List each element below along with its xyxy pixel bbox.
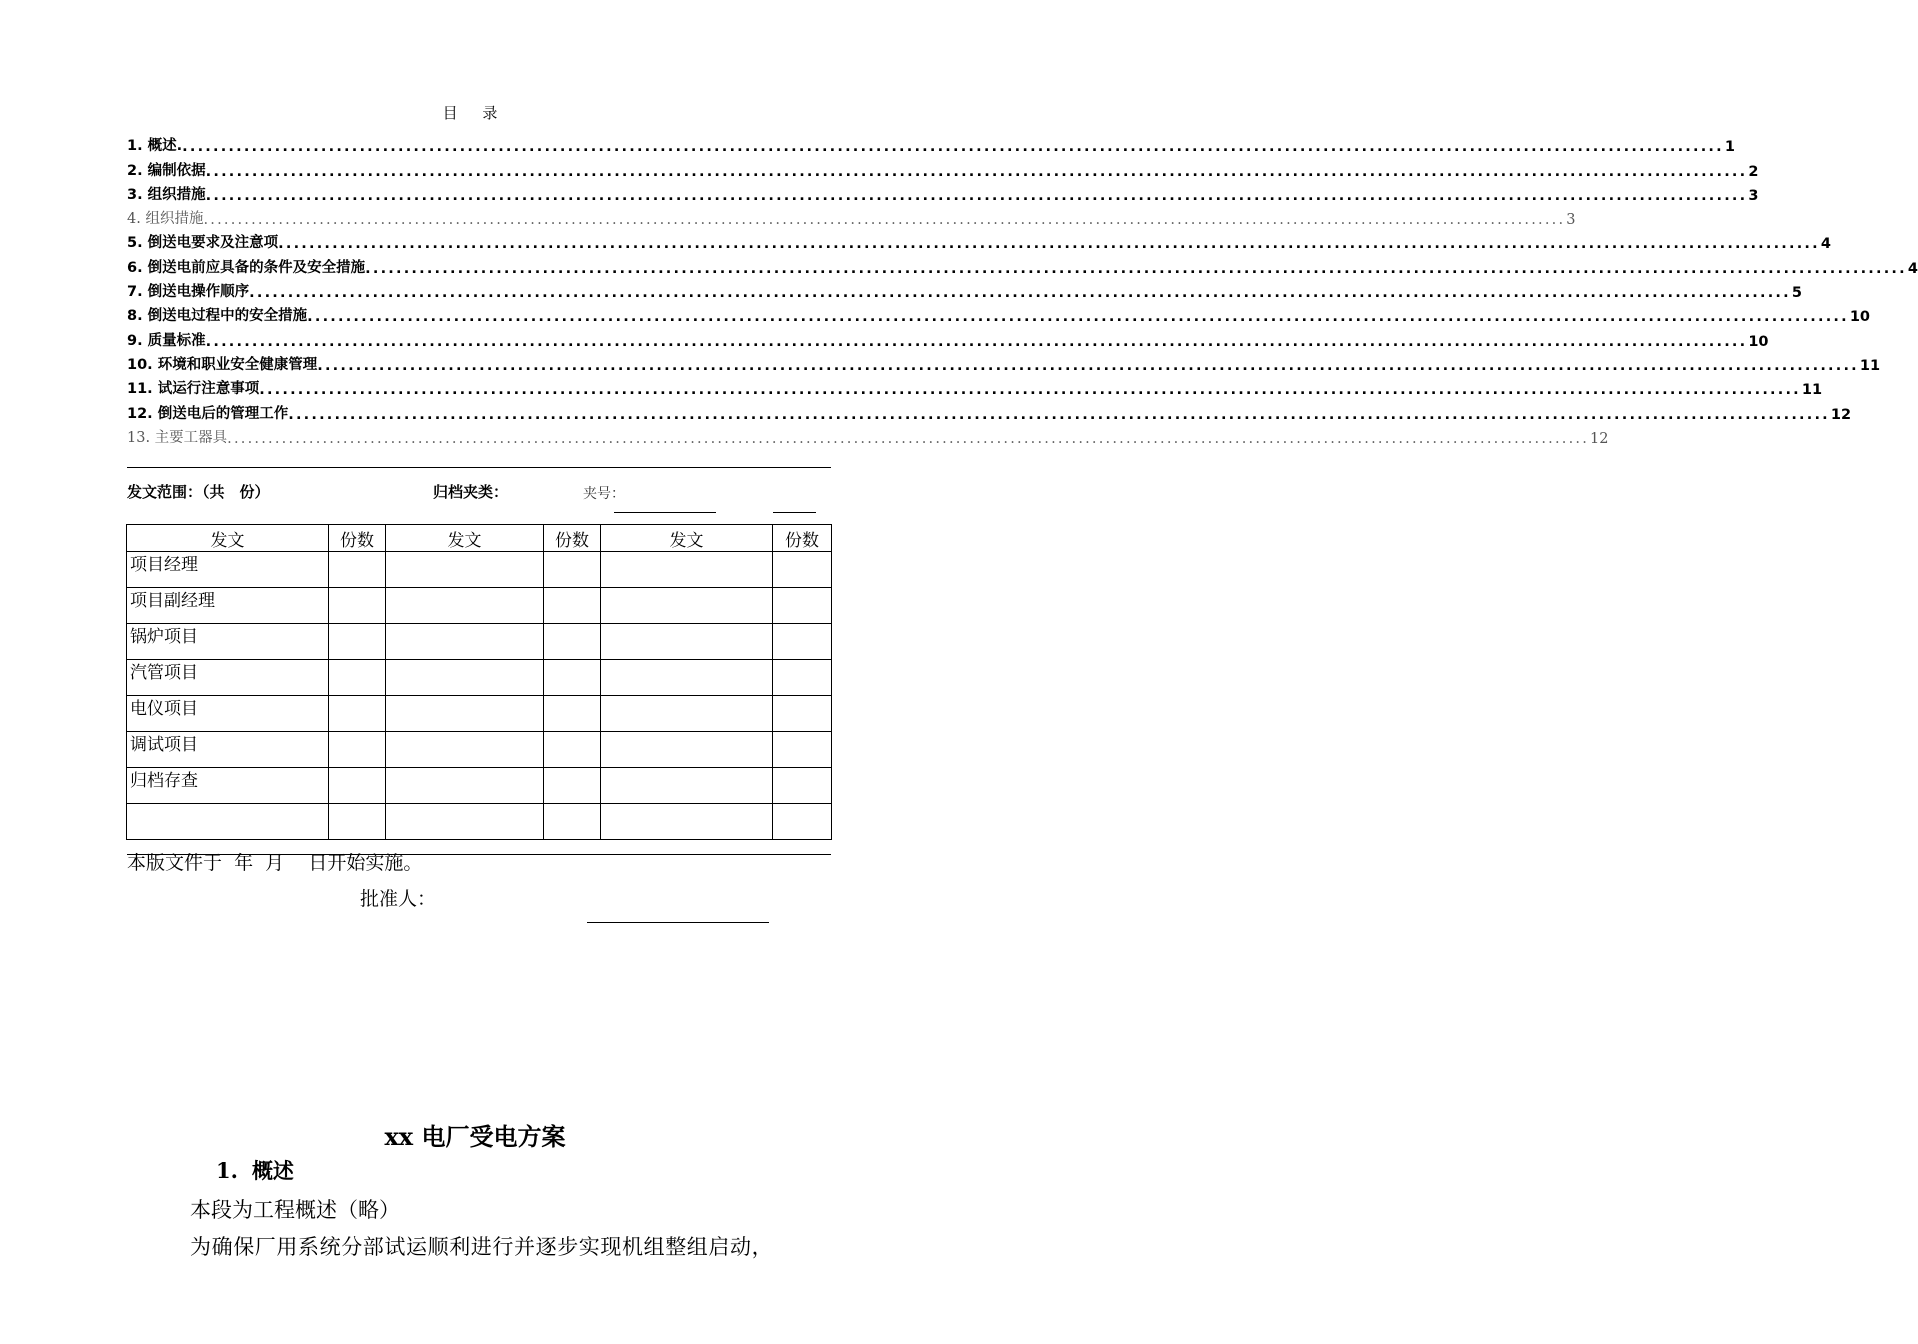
toc-leader-dots: ........................................................................................................................................................................................................: [182, 139, 1724, 156]
table-cell: [601, 660, 773, 696]
table-cell: [773, 696, 832, 732]
toc-entry[interactable]: [127, 204, 1576, 229]
recipient-cell: 电仪项目: [127, 696, 329, 732]
toc-leader-dots: ........................................................................................................................................................................................................: [205, 163, 1748, 180]
toc-entry[interactable]: [127, 228, 1831, 253]
table-cell: [329, 732, 386, 768]
table-cell: [386, 660, 544, 696]
table-row: [127, 588, 832, 624]
toc-entry-page: 10: [1748, 333, 1769, 350]
table-row: [127, 804, 832, 840]
table-cell: [601, 732, 773, 768]
toc-entry-page: 5: [1791, 285, 1802, 302]
toc-entry[interactable]: [127, 277, 1802, 302]
toc-leader-dots: ........................................................................................................................................................................................................: [203, 212, 1566, 229]
toc-entry-label: 11. 试运行注意事项: [127, 381, 260, 398]
folder-number-label: 夹号：: [583, 486, 625, 502]
header-copies-1: 份数: [329, 525, 386, 552]
toc-entry-label: 13. 主要工器具: [127, 429, 228, 446]
toc-entry[interactable]: [127, 325, 1769, 350]
table-cell: [773, 768, 832, 804]
table-row: [127, 660, 832, 696]
recipient-cell: 项目经理: [127, 552, 329, 588]
header-copies-3: 份数: [773, 525, 832, 552]
distribution-table-header: [127, 525, 832, 552]
distribution-scope-label: 发文范围：（共 份）: [127, 483, 270, 501]
table-cell: [601, 588, 773, 624]
header-recipient-3: 发文: [601, 525, 773, 552]
table-row: [127, 732, 832, 768]
toc-entry[interactable]: [127, 301, 1871, 326]
table-row: [127, 768, 832, 804]
table-cell: [329, 660, 386, 696]
table-cell: [386, 696, 544, 732]
table-cell: [386, 732, 544, 768]
toc-leader-dots: ........................................................................................................................................................................................................: [365, 260, 1907, 277]
purpose-paragraph: 为确保厂用系统分部试运顺利进行并逐步实现机组整组启动，: [190, 1235, 774, 1259]
toc-entry-label: 10. 环境和职业安全健康管理: [127, 356, 318, 373]
distribution-header: [127, 481, 831, 505]
toc-entry-page: 12: [1830, 406, 1852, 423]
toc-entry-page: 3: [1566, 212, 1576, 229]
table-cell: [601, 624, 773, 660]
table-cell: [386, 624, 544, 660]
table-cell: [544, 624, 601, 660]
toc-leader-dots: ........................................................................................................................................................................................................: [278, 236, 1820, 253]
table-cell: [329, 624, 386, 660]
table-cell: [386, 804, 544, 840]
toc-entry-label: 7. 倒送电操作顺序: [127, 284, 250, 301]
section-number: 1.: [216, 1158, 238, 1183]
toc-entry[interactable]: [127, 180, 1759, 204]
toc-leader-dots: ........................................................................................................................................................................................................: [288, 406, 1830, 423]
folder-number-underline: [614, 512, 716, 513]
table-cell: [386, 552, 544, 588]
archive-category-label: 归档夹类：: [433, 483, 509, 501]
distribution-table: [126, 524, 832, 840]
header-copies-2: 份数: [544, 525, 601, 552]
table-cell: [544, 732, 601, 768]
toc-entry-page: 11: [1859, 357, 1881, 374]
recipient-cell: 项目副经理: [127, 588, 329, 624]
toc-entry-page: 1: [1724, 139, 1735, 156]
section-heading: [216, 1155, 294, 1185]
toc-leader-dots: ........................................................................................................................................................................................................: [307, 309, 1849, 326]
toc-entry-page: 12: [1590, 430, 1609, 447]
table-row: [127, 624, 832, 660]
table-cell: [773, 588, 832, 624]
table-cell: [329, 696, 386, 732]
toc-entry-label: 5. 倒送电要求及注意项: [127, 235, 279, 252]
table-row: [127, 696, 832, 732]
toc-entry-page: 4: [1907, 260, 1918, 277]
toc-entry-page: 11: [1801, 382, 1823, 399]
table-cell: [386, 588, 544, 624]
header-recipient-1: 发文: [127, 525, 329, 552]
toc-leader-dots: ........................................................................................................................................................................................................: [205, 187, 1748, 204]
table-cell: [544, 804, 601, 840]
implementation-date-text: 本版文件于 年 月 日开始实施。: [127, 852, 423, 874]
approver-signature-line: [587, 922, 769, 923]
recipient-cell: 锅炉项目: [127, 624, 329, 660]
toc-entry[interactable]: [127, 155, 1759, 180]
toc-entry-label: 12. 倒送电后的管理工作: [127, 405, 289, 422]
toc-divider: [127, 467, 831, 468]
table-cell: [386, 768, 544, 804]
recipient-cell: 归档存查: [127, 768, 329, 804]
section-title: 概述: [251, 1158, 294, 1183]
toc-entry-page: 4: [1820, 236, 1831, 253]
table-cell: [329, 552, 386, 588]
table-cell: [329, 588, 386, 624]
table-cell: [601, 552, 773, 588]
toc-leader-dots: ........................................................................................................................................................................................................: [249, 285, 1791, 302]
toc-entry-label: 2. 编制依据: [127, 162, 206, 179]
table-cell: [773, 624, 832, 660]
overview-paragraph: 本段为工程概述（略）: [190, 1198, 400, 1222]
toc-entry-label: 4. 组织措施: [127, 211, 204, 228]
table-cell: [773, 660, 832, 696]
toc-entry-page: 10: [1849, 309, 1871, 326]
toc-entry-label: 9. 质量标准: [127, 332, 206, 349]
toc-entry-label: 6. 倒送电前应具备的条件及安全措施: [127, 259, 366, 276]
toc-entry[interactable]: [127, 423, 1609, 447]
toc-leader-dots: ........................................................................................................................................................................................................: [205, 333, 1748, 350]
table-cell: [601, 804, 773, 840]
toc-entry-page: 2: [1748, 163, 1759, 180]
toc-entry[interactable]: [127, 131, 1735, 156]
table-cell: [544, 696, 601, 732]
table-cell: [544, 588, 601, 624]
table-cell: [544, 552, 601, 588]
table-cell: [329, 804, 386, 840]
table-cell: [601, 696, 773, 732]
header-recipient-2: 发文: [386, 525, 544, 552]
toc-title: 目 录: [442, 104, 508, 122]
document-title: xx 电厂受电方案: [384, 1122, 566, 1151]
toc-leader-dots: ........................................................................................................................................................................................................: [317, 357, 1859, 374]
toc-entry[interactable]: [127, 398, 1852, 423]
table-of-contents: [127, 131, 1918, 447]
table-cell: [773, 552, 832, 588]
table-cell: [544, 660, 601, 696]
recipient-cell: 汽管项目: [127, 660, 329, 696]
toc-entry-label: 8. 倒送电过程中的安全措施: [127, 308, 308, 325]
recipient-cell: 调试项目: [127, 732, 329, 768]
table-cell: [329, 768, 386, 804]
toc-entry-label: 3. 组织措施: [127, 186, 206, 203]
toc-leader-dots: ........................................................................................................................................................................................................: [227, 430, 1589, 447]
table-cell: [773, 732, 832, 768]
folder-number-underline-2: [773, 512, 816, 513]
recipient-cell: [127, 804, 329, 840]
toc-entry-label: 1. 概述.: [127, 138, 183, 155]
table-cell: [544, 768, 601, 804]
toc-entry[interactable]: [127, 252, 1918, 277]
toc-leader-dots: ........................................................................................................................................................................................................: [259, 382, 1801, 399]
toc-entry[interactable]: [127, 350, 1881, 374]
toc-entry[interactable]: [127, 374, 1823, 399]
toc-entry-page: 3: [1748, 187, 1759, 204]
table-row: [127, 552, 832, 588]
table-cell: [601, 768, 773, 804]
approver-label: 批准人：: [360, 888, 437, 910]
table-cell: [773, 804, 832, 840]
